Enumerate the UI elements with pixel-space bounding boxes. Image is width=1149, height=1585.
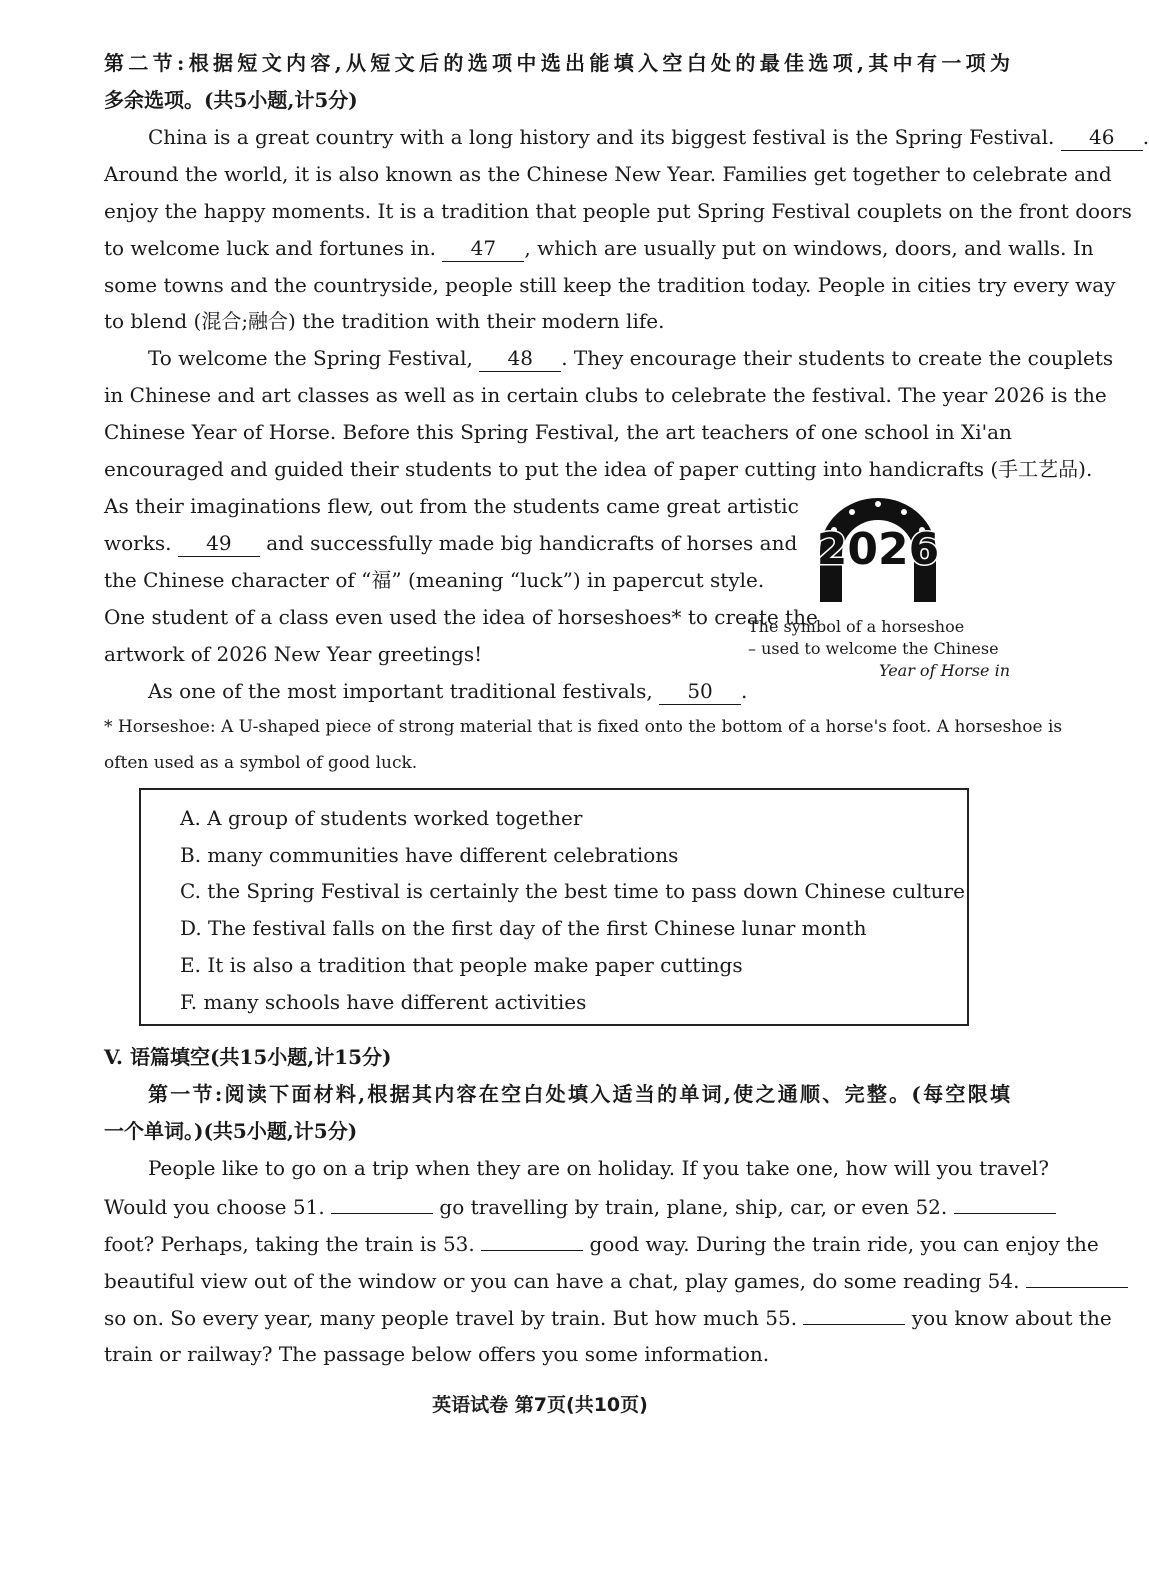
passage-line: China is a great country with a long history and its biggest festival is the Spring Festival. 46 . (148, 125, 1149, 149)
option-d: D. The festival falls on the first day of the first Chinese lunar month (180, 916, 867, 940)
option-c: C. the Spring Festival is certainly the best time to pass down Chinese culture (180, 879, 965, 903)
passage-line: Chinese Year of Horse. Before this Spring Festival, the art teachers of one school in Xi'an (104, 420, 1012, 444)
passage-line: some towns and the countryside, people still keep the tradition today. People in cities try every way (104, 273, 1116, 297)
passage-line (104, 528, 798, 558)
image-caption (748, 616, 1010, 682)
passage-line: enjoy the happy moments. It is a tradition that people put Spring Festival couplets on the front doors (104, 199, 1132, 223)
footnote-line: * Horseshoe: A U-shaped piece of strong material that is fixed onto the bottom of a horse's foot. A horseshoe is (104, 717, 1063, 737)
passage-text: , which are usually put on windows, doors, and walls. In (524, 236, 1094, 260)
passage-text: to welcome luck and fortunes in. (104, 236, 437, 260)
passage-text: beautiful view out of the window or you can have a chat, play games, do some reading 54. (104, 1269, 1020, 1293)
passage-line: the Chinese character of “福” (meaning “luck”) in papercut style. (104, 568, 765, 592)
blank-54 (1026, 1265, 1128, 1288)
section2-heading-line1: 第二节:根据短文内容,从短文后的选项中选出能填入空白处的最佳选项,其中有一项为 (104, 51, 1010, 75)
passage-text: As one of the most important traditional festivals, (148, 679, 653, 703)
passage-text: foot? Perhaps, taking the train is 53. (104, 1232, 475, 1256)
passage-text: and successfully made big handicrafts of horses and (266, 531, 798, 555)
logo-2026-text: 2026 (816, 524, 940, 575)
passage-line: in Chinese and art classes as well as in certain clubs to celebrate the festival. The year 2026 is the (104, 383, 1107, 407)
blank-47: 47 (442, 235, 524, 262)
passage-line: Around the world, it is also known as the Chinese New Year. Families get together to celebrate and (104, 162, 1112, 186)
passage2-line (104, 1265, 1020, 1296)
blank-48: 48 (479, 345, 561, 372)
caption-line: – used to welcome the Chinese (748, 639, 999, 658)
partV-section1-line2: 一个单词。)(共5小题,计5分) (104, 1119, 358, 1143)
passage-text: Would you choose 51. (104, 1195, 325, 1219)
passage2-line (104, 1302, 1112, 1333)
blank-53 (481, 1228, 583, 1251)
partV-section1-line1: 第一节:阅读下面材料,根据其内容在空白处填入适当的单词,使之通顺、完整。(每空限填 (148, 1082, 1010, 1106)
partV-heading: V. 语篇填空(共15小题,计15分) (104, 1045, 392, 1069)
blank-51 (331, 1191, 433, 1214)
passage-text: . They encourage their students to create the couplets (561, 346, 1114, 370)
passage-text: go travelling by train, plane, ship, car, or even 52. (439, 1195, 948, 1219)
passage2-line: train or railway? The passage below offers you some information. (104, 1342, 770, 1366)
page-footer: 英语试卷 第7页(共10页) (432, 1394, 648, 1416)
passage-text: China is a great country with a long history and its biggest festival is the Spring Festival. (148, 125, 1055, 149)
passage-line: One student of a class even used the idea of horseshoes* to create the (104, 605, 818, 629)
option-a: A. A group of students worked together (180, 806, 583, 830)
blank-50: 50 (659, 678, 741, 705)
option-f: F. many schools have different activities (180, 990, 587, 1014)
section2-heading-line2: 多余选项。(共5小题,计5分) (104, 88, 358, 112)
horseshoe-2026-image (800, 490, 956, 616)
blank-49: 49 (178, 530, 260, 557)
blank-46: 46 (1061, 124, 1143, 151)
blank-52 (954, 1191, 1056, 1214)
passage-line: As their imaginations flew, out from the students came great artistic (104, 494, 799, 518)
passage2-line (104, 1228, 1099, 1259)
blank-55 (803, 1302, 905, 1325)
passage-line: As one of the most important traditional festivals, 50 . (148, 679, 748, 703)
passage-line: to blend (混合;融合) the tradition with their modern life. (104, 309, 665, 333)
passage-text: you know about the (911, 1306, 1112, 1330)
passage-line: encouraged and guided their students to put the idea of paper cutting into handicrafts (手工艺品). (104, 457, 1093, 481)
caption-line: The symbol of a horseshoe (748, 617, 965, 636)
passage-line (148, 343, 1114, 373)
caption-line: Year of Horse in (879, 661, 1010, 680)
passage-text: so on. So every year, many people travel by train. But how much 55. (104, 1306, 798, 1330)
passage-line: artwork of 2026 New Year greetings! (104, 642, 483, 666)
passage-text: To welcome the Spring Festival, (148, 346, 473, 370)
footnote-line: often used as a symbol of good luck. (104, 753, 418, 773)
option-b: B. many communities have different celebrations (180, 843, 679, 867)
passage-text: good way. During the train ride, you can enjoy the (589, 1232, 1099, 1256)
passage2-line (104, 1191, 1010, 1222)
passage-text: works. (104, 531, 172, 555)
option-e: E. It is also a tradition that people make paper cuttings (180, 953, 743, 977)
passage-line (104, 233, 1094, 263)
passage2-line: People like to go on a trip when they are on holiday. If you take one, how will you travel? (148, 1156, 1049, 1180)
